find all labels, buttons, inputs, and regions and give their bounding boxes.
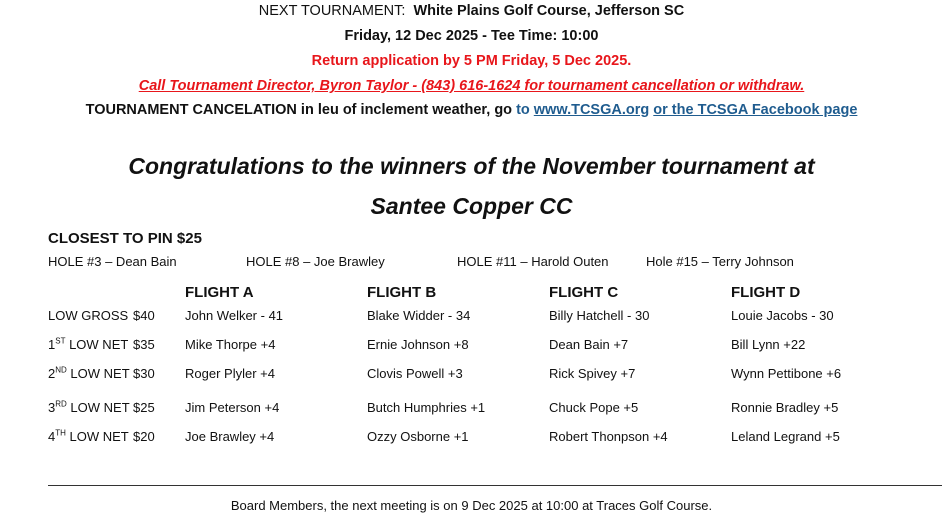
row-label-suffix: ST — [55, 336, 66, 346]
facebook-link[interactable]: or the TCSGA Facebook page — [653, 102, 858, 118]
row-label-4th-low-net — [48, 429, 129, 444]
closest-hole-4: Hole #15 – Terry Johnson — [646, 254, 794, 269]
cancellation-to: to — [516, 102, 530, 118]
winner-cell: Ernie Johnson +8 — [367, 337, 469, 352]
winner-cell: Chuck Pope +5 — [549, 400, 639, 415]
row-label-ordinal: 3 — [48, 400, 56, 415]
closest-hole-1: HOLE #3 – Dean Bain — [48, 254, 177, 269]
next-tournament-line — [0, 3, 943, 19]
closest-to-pin-title: CLOSEST TO PIN $25 — [48, 230, 202, 247]
flight-b-header: FLIGHT B — [367, 284, 437, 301]
row-prize: $25 — [133, 400, 155, 415]
flight-a-header: FLIGHT A — [185, 284, 254, 301]
row-label-text: LOW NET — [65, 429, 129, 444]
tournament-date: Friday, 12 Dec 2025 — [344, 28, 479, 44]
winner-cell: Leland Legrand +5 — [731, 429, 840, 444]
row-label-ordinal: 4 — [48, 429, 56, 444]
row-label-ordinal: 2 — [48, 366, 56, 381]
row-label-low-gross — [48, 308, 128, 323]
row-label-text: LOW NET — [65, 337, 129, 352]
winner-cell: Blake Widder - 34 — [367, 308, 471, 323]
director-contact-line: Call Tournament Director, Byron Taylor - (843) 616-1624 for tournament cancellation or withdraw. — [138, 78, 805, 94]
flight-d-header: FLIGHT D — [731, 284, 801, 301]
website-link[interactable]: www.TCSGA.org — [533, 102, 650, 118]
winner-cell: Bill Lynn +22 — [731, 337, 806, 352]
winner-cell: Ronnie Bradley +5 — [731, 400, 839, 415]
winner-cell: Butch Humphries +1 — [367, 400, 486, 415]
winner-cell: Robert Thonpson +4 — [549, 429, 668, 444]
board-meeting-note: Board Members, the next meeting is on 9 Dec 2025 at 10:00 at Traces Golf Course. — [230, 498, 713, 513]
tee-time: - Tee Time: 10:00 — [478, 28, 599, 44]
winner-cell: Rick Spivey +7 — [549, 366, 636, 381]
cancellation-text: TOURNAMENT CANCELATION in leu of inclement weather, go — [85, 102, 513, 118]
closest-hole-3: HOLE #11 – Harold Outen — [457, 254, 609, 269]
row-label-text: LOW NET — [66, 400, 130, 415]
winner-cell: Joe Brawley +4 — [185, 429, 275, 444]
date-line — [0, 28, 943, 44]
cancellation-line — [0, 102, 943, 118]
winner-cell: Dean Bain +7 — [549, 337, 629, 352]
row-label-3rd-low-net — [48, 400, 130, 415]
row-prize: $20 — [133, 429, 155, 444]
next-tournament-label: NEXT TOURNAMENT: — [258, 3, 406, 19]
congrats-line-2: Santee Copper CC — [370, 193, 573, 219]
row-prize: $40 — [133, 308, 155, 323]
winner-cell: Mike Thorpe +4 — [185, 337, 276, 352]
row-label-suffix: RD — [55, 399, 67, 409]
row-prize: $35 — [133, 337, 155, 352]
row-label-ordinal: 1 — [48, 337, 56, 352]
congrats-line-1: Congratulations to the winners of the November tournament at — [128, 153, 815, 179]
winner-cell: John Welker - 41 — [185, 308, 284, 323]
row-label-text: LOW GROSS — [48, 308, 129, 323]
next-tournament-venue: White Plains Golf Course, Jefferson SC — [413, 3, 685, 19]
winner-cell: Roger Plyler +4 — [185, 366, 275, 381]
row-label-text: LOW NET — [66, 366, 130, 381]
winner-cell: Clovis Powell +3 — [367, 366, 463, 381]
winner-cell: Jim Peterson +4 — [185, 400, 280, 415]
return-application-line: Return application by 5 PM Friday, 5 Dec 2025. — [311, 53, 632, 69]
row-label-2nd-low-net — [48, 366, 130, 381]
row-label-1st-low-net — [48, 337, 128, 352]
winner-cell: Louie Jacobs - 30 — [731, 308, 834, 323]
row-label-suffix: TH — [55, 428, 66, 438]
closest-hole-2: HOLE #8 – Joe Brawley — [246, 254, 385, 269]
row-prize: $30 — [133, 366, 155, 381]
winner-cell: Billy Hatchell - 30 — [549, 308, 650, 323]
winner-cell: Wynn Pettibone +6 — [731, 366, 842, 381]
row-label-suffix: ND — [55, 365, 67, 375]
flight-c-header: FLIGHT C — [549, 284, 619, 301]
winner-cell: Ozzy Osborne +1 — [367, 429, 469, 444]
footer-divider — [48, 485, 942, 486]
